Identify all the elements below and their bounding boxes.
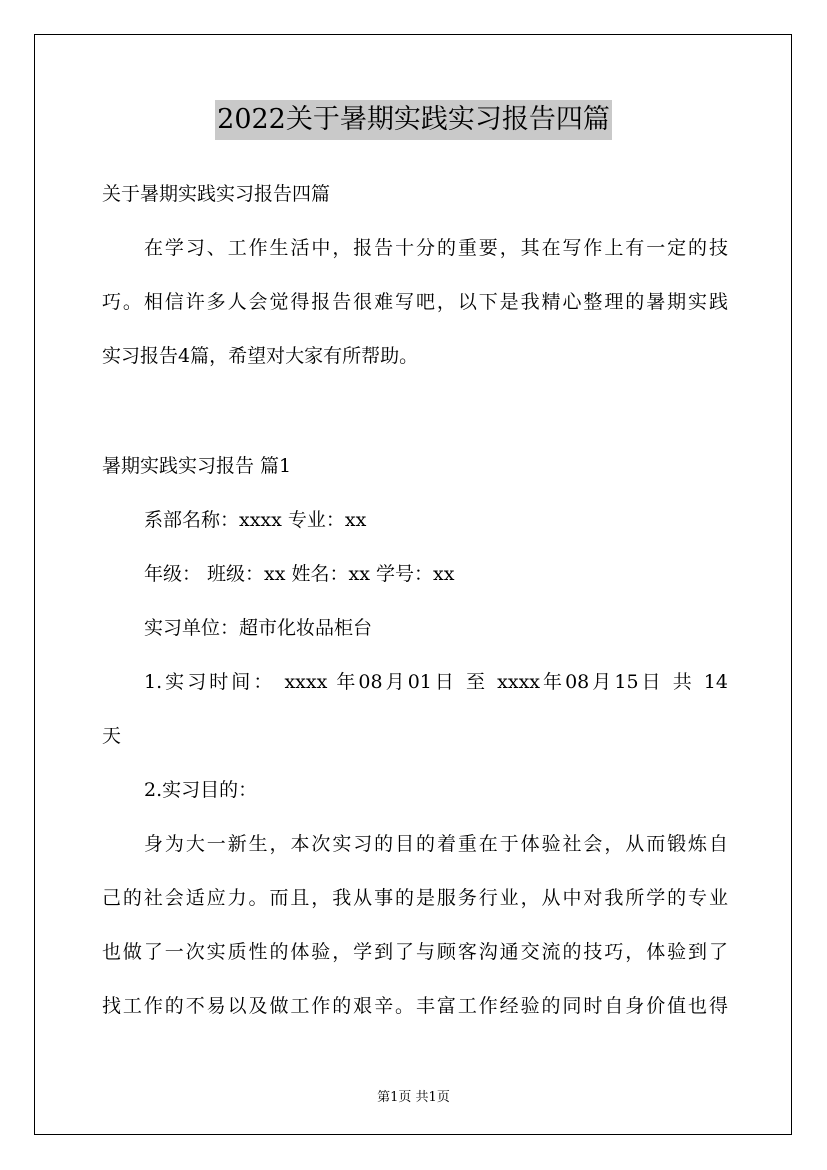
paragraph-line: 实习报告4篇，希望对大家有所帮助。: [102, 345, 419, 367]
subtitle: 关于暑期实践实习报告四篇: [102, 183, 331, 205]
info-line: 实习单位：超市化妆品柜台: [144, 617, 373, 639]
paragraph-line: 也做了一次实质性的体验，学到了与顾客沟通交流的技巧，体验到了: [102, 941, 728, 963]
document-title: 2022关于暑期实践实习报告四篇: [215, 100, 612, 140]
document-title-wrapper: [0, 100, 827, 140]
section-heading: 暑期实践实习报告 篇1: [102, 455, 292, 477]
page-footer: 第1页 共1页: [377, 1090, 450, 1105]
info-line: 天: [102, 725, 122, 747]
paragraph-line: 在学习、工作生活中，报告十分的重要，其在写作上有一定的技: [144, 237, 728, 259]
paragraph-line: 身为大一新生，本次实习的目的着重在于体验社会，从而锻炼自: [144, 833, 728, 855]
info-line: 年级： 班级：xx 姓名：xx 学号：xx: [144, 563, 455, 585]
paragraph-line: 找工作的不易以及做工作的艰辛。丰富工作经验的同时自身价值也得: [102, 995, 728, 1017]
info-line: 2.实习目的：: [144, 779, 258, 801]
info-line: 1.实习时间： xxxx 年08月01日 至 xxxx年08月15日 共 14: [144, 671, 728, 693]
paragraph-line: 己的社会适应力。而且，我从事的是服务行业，从中对我所学的专业: [102, 887, 728, 909]
info-line: 系部名称：xxxx 专业：xx: [144, 509, 367, 531]
paragraph-line: 巧。相信许多人会觉得报告很难写吧，以下是我精心整理的暑期实践: [102, 291, 728, 313]
